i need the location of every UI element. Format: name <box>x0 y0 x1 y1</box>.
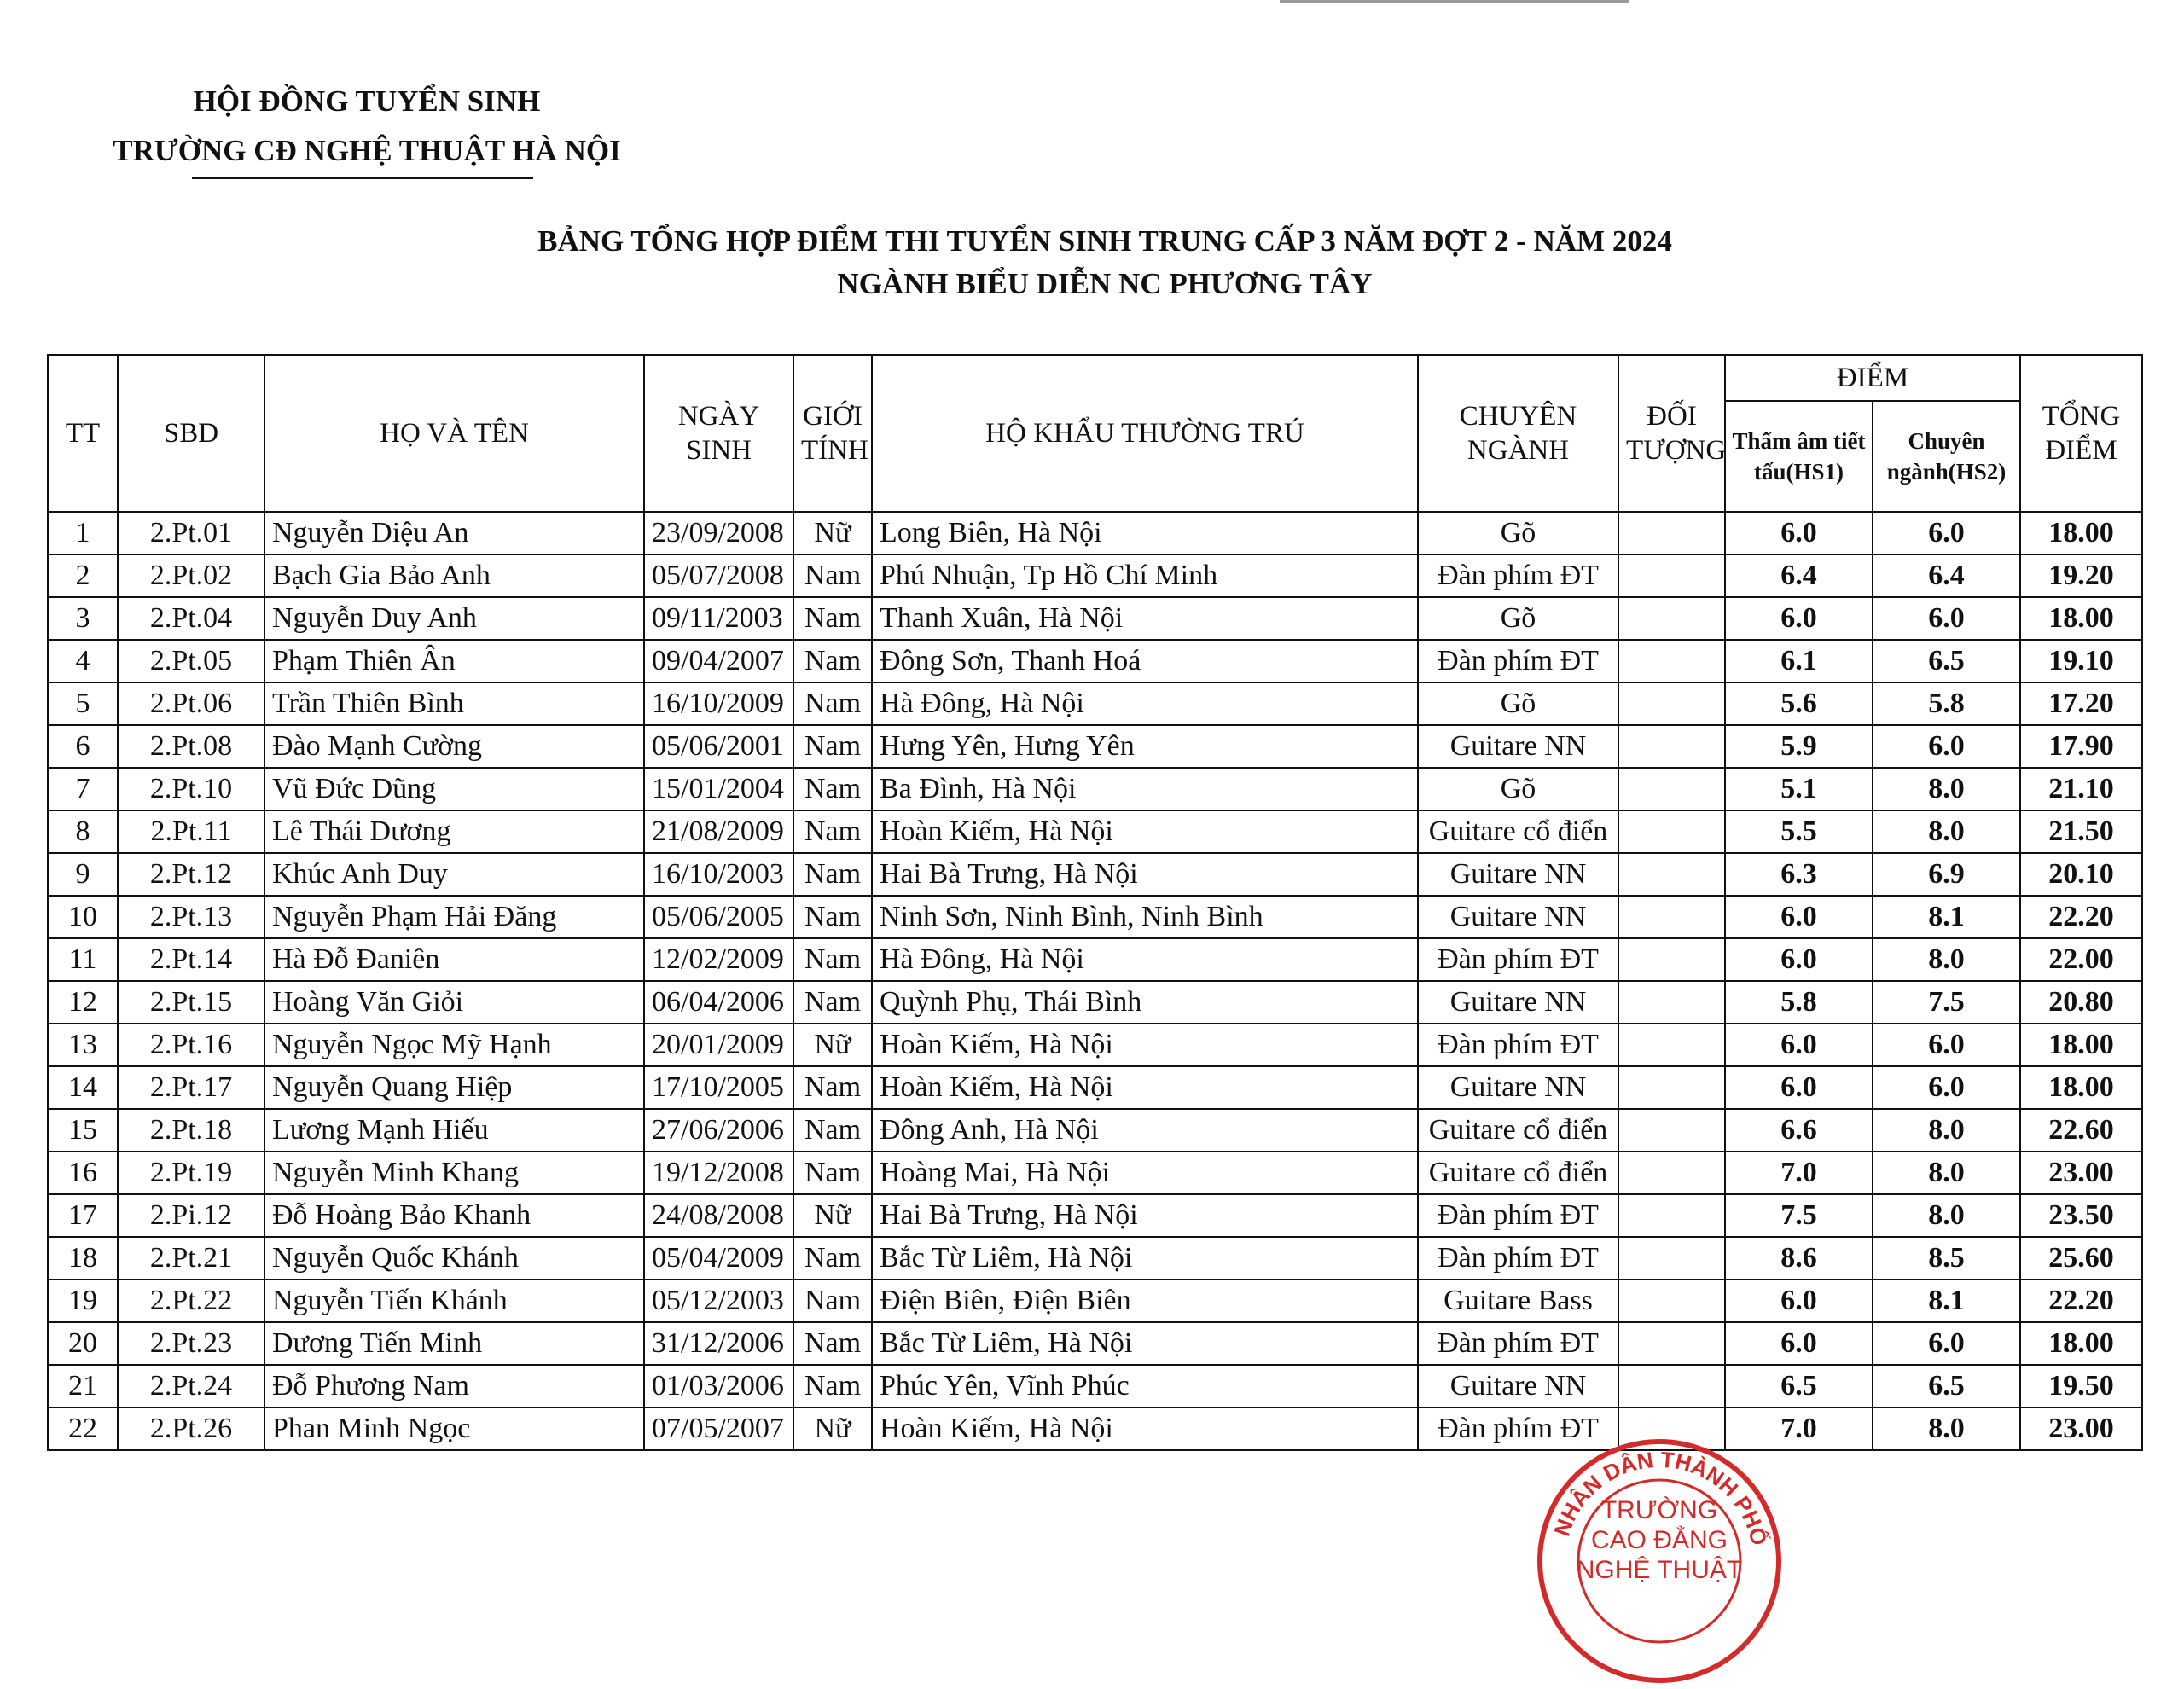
cell-total: 19.20 <box>2020 554 2142 597</box>
title-line-2: NGÀNH BIỂU DIỄN NC PHƯƠNG TÂY <box>837 267 1373 300</box>
cell-gender: Nam <box>793 938 872 981</box>
cell-tt: 7 <box>48 768 118 810</box>
cell-tt: 12 <box>48 981 118 1024</box>
cell-dob: 24/08/2008 <box>644 1194 793 1237</box>
table-row <box>48 682 2142 725</box>
cell-address: Ninh Sơn, Ninh Bình, Ninh Bình <box>872 896 1418 938</box>
cell-tt: 13 <box>48 1024 118 1066</box>
seal-inner-ring <box>1576 1480 1743 1642</box>
cell-major: Đàn phím ĐT <box>1418 938 1618 981</box>
cell-gender: Nữ <box>793 1194 872 1237</box>
cell-score1: 6.0 <box>1725 896 1873 938</box>
cell-name: Khúc Anh Duy <box>264 853 644 896</box>
cell-name: Đào Mạnh Cường <box>264 725 644 768</box>
cell-gender: Nam <box>793 1237 872 1280</box>
cell-score2: 8.0 <box>1873 810 2020 853</box>
cell-major: Đàn phím ĐT <box>1418 1024 1618 1066</box>
cell-address: Bắc Từ Liêm, Hà Nội <box>872 1322 1418 1365</box>
cell-dob: 05/12/2003 <box>644 1280 793 1322</box>
cell-address: Điện Biên, Điện Biên <box>872 1280 1418 1322</box>
col-header-total: TỔNG ĐIỂM <box>2020 355 2142 512</box>
cell-total: 22.20 <box>2020 1280 2142 1322</box>
cell-tt: 8 <box>48 810 118 853</box>
cell-target <box>1618 1365 1725 1408</box>
table-row <box>48 1365 2142 1408</box>
cell-target <box>1618 1109 1725 1152</box>
cell-major: Gõ <box>1418 512 1618 554</box>
cell-name: Vũ Đức Dũng <box>264 768 644 810</box>
seal-text-1: TRƯỜNG <box>1600 1496 1718 1524</box>
cell-dob: 23/09/2008 <box>644 512 793 554</box>
cell-name: Hà Đỗ Đaniên <box>264 938 644 981</box>
cell-dob: 31/12/2006 <box>644 1322 793 1365</box>
cell-address: Hoàn Kiếm, Hà Nội <box>872 810 1418 853</box>
cell-name: Bạch Gia Bảo Anh <box>264 554 644 597</box>
table-row <box>48 1322 2142 1365</box>
cell-major: Guitare NN <box>1418 853 1618 896</box>
cell-gender: Nữ <box>793 1408 872 1450</box>
cell-name: Đỗ Hoàng Bảo Khanh <box>264 1194 644 1237</box>
cell-target <box>1618 1280 1725 1322</box>
cell-total: 21.50 <box>2020 810 2142 853</box>
col-header-score1: Thẩm âm tiết tấu(HS1) <box>1725 401 1873 512</box>
cell-major: Guitare NN <box>1418 725 1618 768</box>
cell-gender: Nam <box>793 725 872 768</box>
cell-dob: 07/05/2007 <box>644 1408 793 1450</box>
cell-score1: 6.1 <box>1725 640 1873 682</box>
score-table-body <box>48 512 2142 1450</box>
cell-gender: Nam <box>793 597 872 640</box>
score-table <box>47 354 2143 1451</box>
cell-total: 18.00 <box>2020 512 2142 554</box>
cell-sbd: 2.Pt.24 <box>118 1365 264 1408</box>
cell-name: Nguyễn Diệu An <box>264 512 644 554</box>
cell-total: 18.00 <box>2020 597 2142 640</box>
cell-score1: 6.6 <box>1725 1109 1873 1152</box>
cell-name: Nguyễn Minh Khang <box>264 1152 644 1194</box>
cell-tt: 20 <box>48 1322 118 1365</box>
cell-score1: 5.5 <box>1725 810 1873 853</box>
cell-gender: Nam <box>793 981 872 1024</box>
cell-score1: 7.0 <box>1725 1152 1873 1194</box>
cell-tt: 22 <box>48 1408 118 1450</box>
cell-score1: 5.8 <box>1725 981 1873 1024</box>
cell-target <box>1618 1024 1725 1066</box>
cell-target <box>1618 597 1725 640</box>
table-row <box>48 768 2142 810</box>
cell-score1: 6.0 <box>1725 1322 1873 1365</box>
cell-score1: 6.0 <box>1725 1066 1873 1109</box>
cell-major: Đàn phím ĐT <box>1418 640 1618 682</box>
col-header-name: HỌ VÀ TÊN <box>264 355 644 512</box>
table-row <box>48 597 2142 640</box>
table-row <box>48 1152 2142 1194</box>
cell-score1: 6.0 <box>1725 938 1873 981</box>
cell-address: Đông Sơn, Thanh Hoá <box>872 640 1418 682</box>
cell-tt: 6 <box>48 725 118 768</box>
cell-sbd: 2.Pt.11 <box>118 810 264 853</box>
org-line-2: TRƯỜNG CĐ NGHỆ THUẬT HÀ NỘI <box>113 134 621 167</box>
cell-address: Đông Anh, Hà Nội <box>872 1109 1418 1152</box>
organization-header <box>0 77 734 176</box>
cell-major: Guitare cổ điển <box>1418 1152 1618 1194</box>
cell-tt: 4 <box>48 640 118 682</box>
table-row <box>48 981 2142 1024</box>
cell-tt: 17 <box>48 1194 118 1237</box>
cell-dob: 27/06/2006 <box>644 1109 793 1152</box>
cell-gender: Nam <box>793 896 872 938</box>
cell-total: 22.00 <box>2020 938 2142 981</box>
cell-tt: 19 <box>48 1280 118 1322</box>
cell-dob: 16/10/2003 <box>644 853 793 896</box>
cell-dob: 12/02/2009 <box>644 938 793 981</box>
cell-dob: 17/10/2005 <box>644 1066 793 1109</box>
cell-sbd: 2.Pi.12 <box>118 1194 264 1237</box>
cell-major: Guitare NN <box>1418 1365 1618 1408</box>
cell-sbd: 2.Pt.18 <box>118 1109 264 1152</box>
cell-total: 19.10 <box>2020 640 2142 682</box>
cell-tt: 5 <box>48 682 118 725</box>
cell-score2: 7.5 <box>1873 981 2020 1024</box>
cell-name: Nguyễn Quang Hiệp <box>264 1066 644 1109</box>
cell-score2: 8.0 <box>1873 1408 2020 1450</box>
cell-score1: 5.9 <box>1725 725 1873 768</box>
table-row <box>48 1408 2142 1450</box>
cell-target <box>1618 1237 1725 1280</box>
cell-score1: 6.0 <box>1725 597 1873 640</box>
org-line-1: HỘI ĐỒNG TUYỂN SINH <box>193 84 541 118</box>
cell-sbd: 2.Pt.14 <box>118 938 264 981</box>
cell-total: 23.00 <box>2020 1152 2142 1194</box>
cell-address: Hoàn Kiếm, Hà Nội <box>872 1408 1418 1450</box>
cell-dob: 01/03/2006 <box>644 1365 793 1408</box>
cell-address: Hai Bà Trưng, Hà Nội <box>872 1194 1418 1237</box>
cell-score2: 8.0 <box>1873 1109 2020 1152</box>
cell-name: Nguyễn Quốc Khánh <box>264 1237 644 1280</box>
cell-major: Guitare Bass <box>1418 1280 1618 1322</box>
cell-address: Hà Đông, Hà Nội <box>872 682 1418 725</box>
cell-address: Hoàng Mai, Hà Nội <box>872 1152 1418 1194</box>
cell-tt: 16 <box>48 1152 118 1194</box>
cell-target <box>1618 512 1725 554</box>
cell-sbd: 2.Pt.17 <box>118 1066 264 1109</box>
table-row <box>48 1024 2142 1066</box>
cell-score1: 6.5 <box>1725 1365 1873 1408</box>
cell-total: 18.00 <box>2020 1066 2142 1109</box>
cell-score1: 7.0 <box>1725 1408 1873 1450</box>
cell-sbd: 2.Pt.13 <box>118 896 264 938</box>
cell-gender: Nữ <box>793 1024 872 1066</box>
cell-address: Thanh Xuân, Hà Nội <box>872 597 1418 640</box>
cell-gender: Nam <box>793 1365 872 1408</box>
cell-score2: 8.5 <box>1873 1237 2020 1280</box>
cell-total: 22.60 <box>2020 1109 2142 1152</box>
cell-total: 17.90 <box>2020 725 2142 768</box>
title-line-1: BẢNG TỔNG HỢP ĐIỂM THI TUYỂN SINH TRUNG CẤP 3 NĂM ĐỢT 2 - NĂM 2024 <box>537 224 1672 258</box>
cell-dob: 05/07/2008 <box>644 554 793 597</box>
col-header-tt: TT <box>48 355 118 512</box>
cell-score2: 8.1 <box>1873 896 2020 938</box>
cell-gender: Nam <box>793 640 872 682</box>
cell-total: 19.50 <box>2020 1365 2142 1408</box>
cell-sbd: 2.Pt.04 <box>118 597 264 640</box>
cell-address: Bắc Từ Liêm, Hà Nội <box>872 1237 1418 1280</box>
top-edge-line <box>1280 0 1629 3</box>
cell-target <box>1618 1408 1725 1450</box>
cell-score2: 5.8 <box>1873 682 2020 725</box>
cell-gender: Nam <box>793 853 872 896</box>
cell-major: Guitare cổ điển <box>1418 810 1618 853</box>
cell-name: Phạm Thiên Ân <box>264 640 644 682</box>
cell-major: Guitare NN <box>1418 896 1618 938</box>
cell-dob: 05/06/2005 <box>644 896 793 938</box>
cell-score2: 8.0 <box>1873 1194 2020 1237</box>
cell-gender: Nam <box>793 1322 872 1365</box>
cell-address: Hai Bà Trưng, Hà Nội <box>872 853 1418 896</box>
cell-dob: 05/06/2001 <box>644 725 793 768</box>
cell-target <box>1618 896 1725 938</box>
cell-address: Hoàn Kiếm, Hà Nội <box>872 1024 1418 1066</box>
cell-major: Guitare cổ điển <box>1418 1109 1618 1152</box>
cell-score2: 6.0 <box>1873 597 2020 640</box>
cell-address: Hưng Yên, Hưng Yên <box>872 725 1418 768</box>
col-header-sbd: SBD <box>118 355 264 512</box>
cell-sbd: 2.Pt.16 <box>118 1024 264 1066</box>
cell-score2: 6.5 <box>1873 1365 2020 1408</box>
cell-score1: 6.0 <box>1725 1024 1873 1066</box>
cell-target <box>1618 853 1725 896</box>
cell-major: Đàn phím ĐT <box>1418 554 1618 597</box>
cell-sbd: 2.Pt.21 <box>118 1237 264 1280</box>
table-row <box>48 1194 2142 1237</box>
cell-address: Phúc Yên, Vĩnh Phúc <box>872 1365 1418 1408</box>
cell-sbd: 2.Pt.10 <box>118 768 264 810</box>
table-row <box>48 1237 2142 1280</box>
cell-sbd: 2.Pt.23 <box>118 1322 264 1365</box>
cell-sbd: 2.Pt.12 <box>118 853 264 896</box>
cell-total: 20.10 <box>2020 853 2142 896</box>
cell-gender: Nam <box>793 810 872 853</box>
seal-text-2: CAO ĐẲNG <box>1590 1526 1728 1554</box>
cell-name: Đỗ Phương Nam <box>264 1365 644 1408</box>
cell-total: 20.80 <box>2020 981 2142 1024</box>
document-title <box>0 220 2184 305</box>
cell-gender: Nam <box>793 554 872 597</box>
cell-score2: 6.5 <box>1873 640 2020 682</box>
cell-score1: 5.1 <box>1725 768 1873 810</box>
cell-gender: Nam <box>793 1280 872 1322</box>
cell-target <box>1618 1322 1725 1365</box>
cell-score2: 6.0 <box>1873 1322 2020 1365</box>
cell-score1: 6.0 <box>1725 512 1873 554</box>
col-header-score-group: ĐIỂM <box>1725 355 2020 401</box>
cell-major: Đàn phím ĐT <box>1418 1194 1618 1237</box>
cell-total: 25.60 <box>2020 1237 2142 1280</box>
cell-total: 22.20 <box>2020 896 2142 938</box>
cell-target <box>1618 1152 1725 1194</box>
cell-total: 17.20 <box>2020 682 2142 725</box>
cell-dob: 19/12/2008 <box>644 1152 793 1194</box>
cell-dob: 09/11/2003 <box>644 597 793 640</box>
cell-name: Nguyễn Phạm Hải Đăng <box>264 896 644 938</box>
cell-target <box>1618 1066 1725 1109</box>
cell-score1: 6.0 <box>1725 1280 1873 1322</box>
table-row <box>48 853 2142 896</box>
cell-score2: 6.4 <box>1873 554 2020 597</box>
cell-gender: Nam <box>793 1109 872 1152</box>
seal-text-3: NGHỆ THUẬT <box>1576 1556 1743 1584</box>
table-row <box>48 810 2142 853</box>
cell-dob: 21/08/2009 <box>644 810 793 853</box>
cell-score2: 8.1 <box>1873 1280 2020 1322</box>
table-row <box>48 512 2142 554</box>
cell-tt: 11 <box>48 938 118 981</box>
cell-name: Lê Thái Dương <box>264 810 644 853</box>
cell-dob: 09/04/2007 <box>644 640 793 682</box>
table-row <box>48 640 2142 682</box>
col-header-dob: NGÀY SINH <box>644 355 793 512</box>
cell-name: Nguyễn Ngọc Mỹ Hạnh <box>264 1024 644 1066</box>
seal-ring-text: NHÂN DÂN THÀNH PHỐ <box>1548 1446 1773 1548</box>
cell-score2: 8.0 <box>1873 768 2020 810</box>
cell-tt: 10 <box>48 896 118 938</box>
cell-name: Nguyễn Duy Anh <box>264 597 644 640</box>
cell-dob: 06/04/2006 <box>644 981 793 1024</box>
cell-tt: 1 <box>48 512 118 554</box>
cell-total: 18.00 <box>2020 1322 2142 1365</box>
col-header-gender: GIỚI TÍNH <box>793 355 872 512</box>
table-row <box>48 896 2142 938</box>
cell-score1: 7.5 <box>1725 1194 1873 1237</box>
table-row <box>48 1280 2142 1322</box>
cell-major: Đàn phím ĐT <box>1418 1237 1618 1280</box>
cell-tt: 9 <box>48 853 118 896</box>
cell-score1: 6.4 <box>1725 554 1873 597</box>
cell-sbd: 2.Pt.26 <box>118 1408 264 1450</box>
col-header-address: HỘ KHẨU THƯỜNG TRÚ <box>872 355 1418 512</box>
seal-outer-ring <box>1540 1442 1779 1680</box>
table-row <box>48 1066 2142 1109</box>
cell-score1: 6.3 <box>1725 853 1873 896</box>
cell-gender: Nam <box>793 682 872 725</box>
cell-address: Quỳnh Phụ, Thái Bình <box>872 981 1418 1024</box>
cell-address: Hoàn Kiếm, Hà Nội <box>872 1066 1418 1109</box>
cell-score2: 6.0 <box>1873 725 2020 768</box>
cell-target <box>1618 554 1725 597</box>
cell-address: Ba Đình, Hà Nội <box>872 768 1418 810</box>
cell-name: Hoàng Văn Giỏi <box>264 981 644 1024</box>
cell-score2: 8.0 <box>1873 938 2020 981</box>
cell-dob: 16/10/2009 <box>644 682 793 725</box>
cell-sbd: 2.Pt.02 <box>118 554 264 597</box>
col-header-major: CHUYÊN NGÀNH <box>1418 355 1618 512</box>
col-header-target: ĐỐI TƯỢNG <box>1618 355 1725 512</box>
cell-address: Hà Đông, Hà Nội <box>872 938 1418 981</box>
cell-dob: 15/01/2004 <box>644 768 793 810</box>
cell-gender: Nam <box>793 1152 872 1194</box>
cell-name: Lương Mạnh Hiếu <box>264 1109 644 1152</box>
cell-tt: 14 <box>48 1066 118 1109</box>
cell-sbd: 2.Pt.08 <box>118 725 264 768</box>
cell-major: Đàn phím ĐT <box>1418 1408 1618 1450</box>
cell-total: 18.00 <box>2020 1024 2142 1066</box>
table-row <box>48 938 2142 981</box>
table-row <box>48 1109 2142 1152</box>
cell-sbd: 2.Pt.06 <box>118 682 264 725</box>
cell-score2: 6.9 <box>1873 853 2020 896</box>
cell-sbd: 2.Pt.01 <box>118 512 264 554</box>
cell-target <box>1618 768 1725 810</box>
cell-score1: 5.6 <box>1725 682 1873 725</box>
cell-tt: 18 <box>48 1237 118 1280</box>
org-underline <box>192 177 533 179</box>
cell-dob: 20/01/2009 <box>644 1024 793 1066</box>
cell-major: Guitare NN <box>1418 1066 1618 1109</box>
cell-major: Guitare NN <box>1418 981 1618 1024</box>
cell-tt: 2 <box>48 554 118 597</box>
cell-score2: 6.0 <box>1873 1024 2020 1066</box>
cell-score1: 8.6 <box>1725 1237 1873 1280</box>
cell-total: 23.00 <box>2020 1408 2142 1450</box>
cell-major: Gõ <box>1418 768 1618 810</box>
cell-tt: 15 <box>48 1109 118 1152</box>
cell-major: Gõ <box>1418 682 1618 725</box>
cell-dob: 05/04/2009 <box>644 1237 793 1280</box>
cell-sbd: 2.Pt.22 <box>118 1280 264 1322</box>
cell-target <box>1618 1194 1725 1237</box>
cell-sbd: 2.Pt.19 <box>118 1152 264 1194</box>
cell-name: Dương Tiến Minh <box>264 1322 644 1365</box>
table-row <box>48 554 2142 597</box>
col-header-score2: Chuyên ngành(HS2) <box>1873 401 2020 512</box>
official-seal <box>1531 1433 1787 1689</box>
cell-target <box>1618 640 1725 682</box>
table-row <box>48 725 2142 768</box>
cell-major: Gõ <box>1418 597 1618 640</box>
cell-name: Nguyễn Tiến Khánh <box>264 1280 644 1322</box>
cell-target <box>1618 938 1725 981</box>
cell-target <box>1618 810 1725 853</box>
cell-sbd: 2.Pt.05 <box>118 640 264 682</box>
cell-tt: 21 <box>48 1365 118 1408</box>
cell-target <box>1618 981 1725 1024</box>
cell-gender: Nam <box>793 768 872 810</box>
cell-address: Long Biên, Hà Nội <box>872 512 1418 554</box>
cell-score2: 6.0 <box>1873 1066 2020 1109</box>
cell-sbd: 2.Pt.15 <box>118 981 264 1024</box>
cell-score2: 6.0 <box>1873 512 2020 554</box>
cell-gender: Nam <box>793 1066 872 1109</box>
cell-name: Trần Thiên Bình <box>264 682 644 725</box>
cell-total: 23.50 <box>2020 1194 2142 1237</box>
cell-major: Đàn phím ĐT <box>1418 1322 1618 1365</box>
cell-score2: 8.0 <box>1873 1152 2020 1194</box>
cell-target <box>1618 682 1725 725</box>
cell-name: Phan Minh Ngọc <box>264 1408 644 1450</box>
cell-tt: 3 <box>48 597 118 640</box>
cell-address: Phú Nhuận, Tp Hồ Chí Minh <box>872 554 1418 597</box>
cell-target <box>1618 725 1725 768</box>
cell-gender: Nữ <box>793 512 872 554</box>
cell-total: 21.10 <box>2020 768 2142 810</box>
